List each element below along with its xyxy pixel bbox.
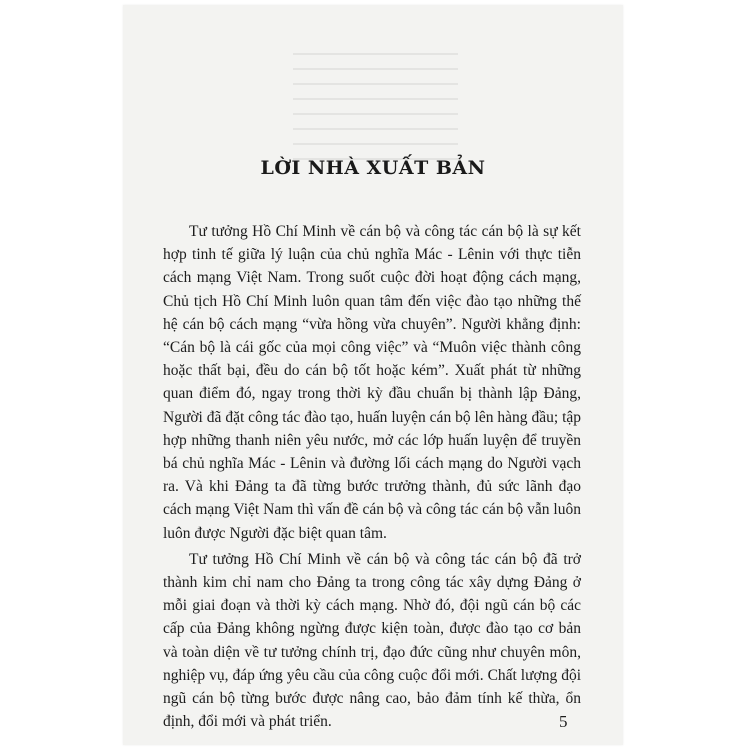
- book-page: [123, 5, 623, 745]
- paragraph-2: Tư tưởng Hồ Chí Minh về cán bộ và công tác cán bộ đã trở thành kim chỉ nam cho Đảng ta trong công tác xây dựng Đảng ở mỗi giai đoạn và thời kỳ cách mạng. Nhờ đó, đội ngũ cán bộ các cấp của Đảng không ngừng được kiện toàn, được đào tạo cơ bản và toàn diện về tư tưởng chính trị, đạo đức cũng như chuyên môn, nghiệp vụ, đáp ứng yêu cầu của công cuộc đổi mới. Chất lượng đội ngũ cán bộ từng bước được nâng cao, bảo đảm tính kế thừa, ổn định, đổi mới và phát triển.: [163, 550, 581, 731]
- page-title: LỜI NHÀ XUẤT BẢN: [260, 157, 486, 179]
- body-text: [163, 220, 581, 733]
- paragraph-1: Tư tưởng Hồ Chí Minh về cán bộ và công tác cán bộ là sự kết hợp tinh tế giữa lý luận của chủ nghĩa Mác - Lênin với thực tiễn cách mạng Việt Nam. Trong suốt cuộc đời hoạt động cách mạng, Chủ tịch Hồ Chí Minh luôn quan tâm đến việc đào tạo những thế hệ cán bộ cách mạng “vừa hồng vừa chuyên”. Người khẳng định: “Cán bộ là cái gốc của mọi công việc” và “Muôn việc thành công hoặc thất bại, đều do cán bộ tốt hoặc kém”. Xuất phát từ những quan điểm đó, ngay trong thời kỳ đầu chuẩn bị thành lập Đảng, Người đã đặt công tác đào tạo, huấn luyện cán bộ lên hàng đầu; tập hợp những thanh niên yêu nước, mở các lớp huấn luyện để truyền bá chủ nghĩa Mác - Lênin và đường lối cách mạng do Người vạch ra. Và khi Đảng ta đã từng bước trưởng thành, đủ sức lãnh đạo cách mạng Việt Nam thì vấn đề cán bộ và công tác cán bộ vẫn luôn luôn được Người đặc biệt quan tâm.: [163, 223, 581, 542]
- page-number: 5: [559, 712, 568, 731]
